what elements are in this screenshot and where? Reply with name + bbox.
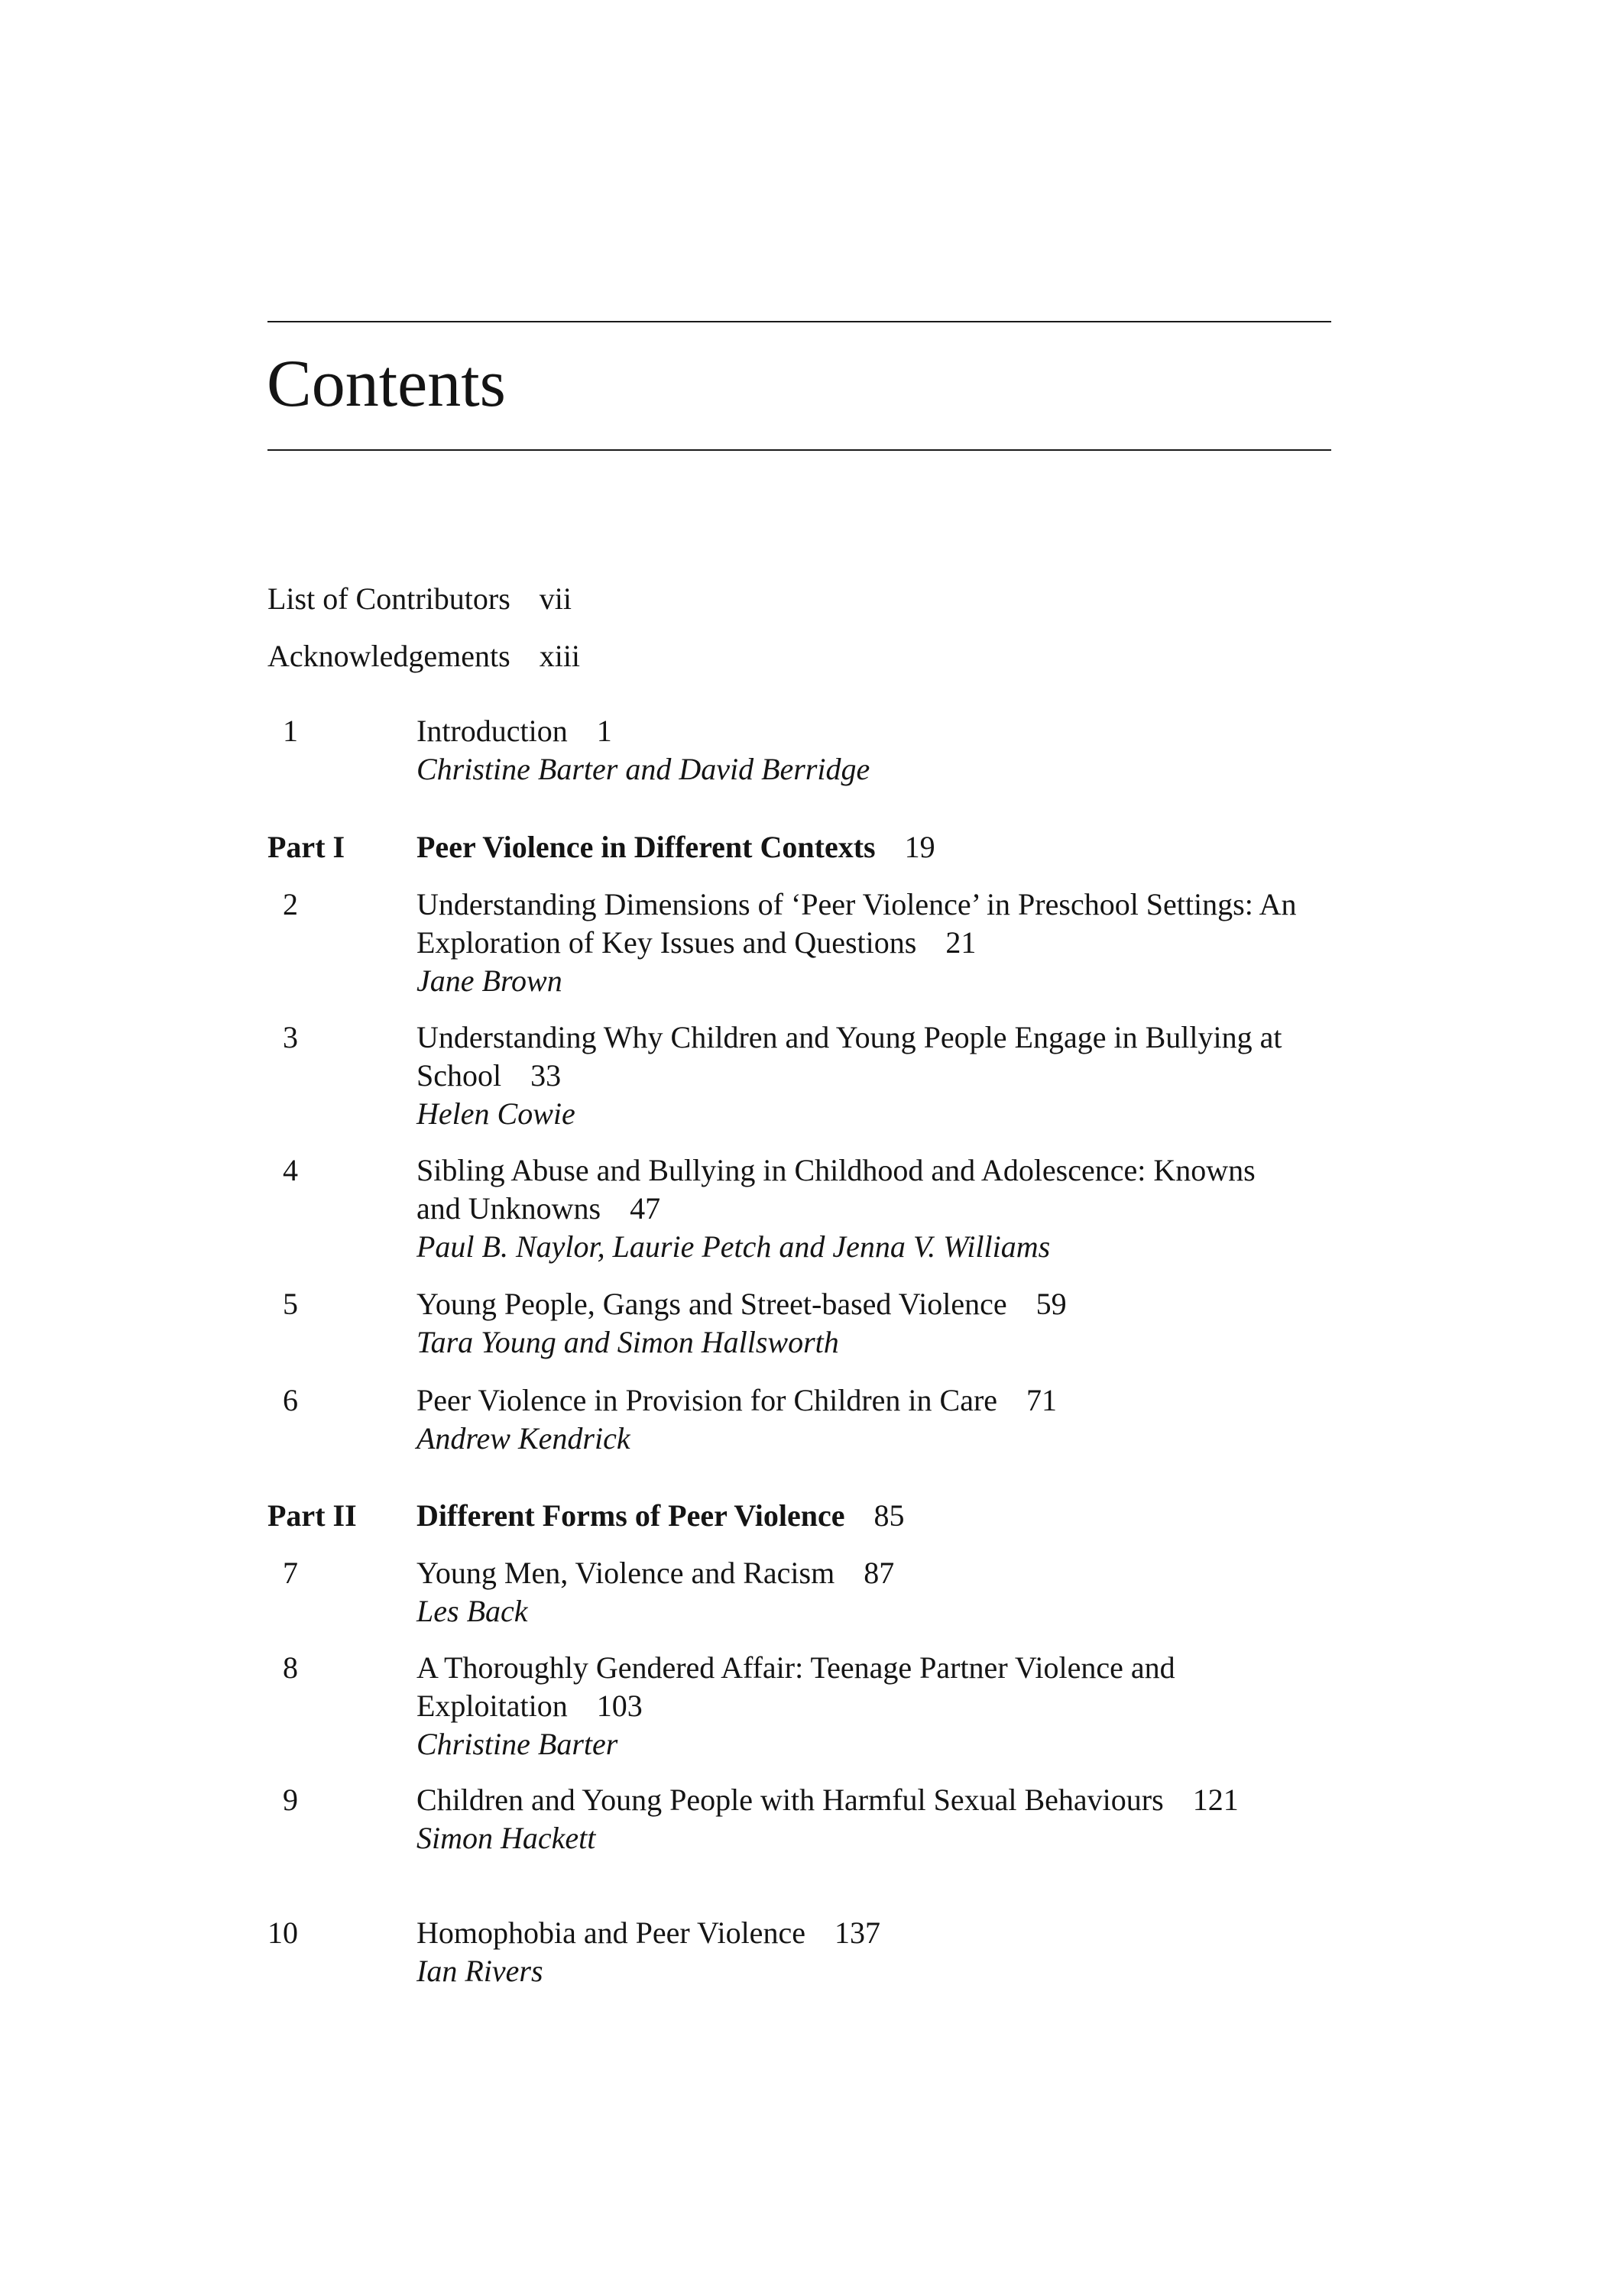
- front-matter-item-acknowledgements[interactable]: [267, 637, 580, 675]
- chapter-author: Andrew Kendrick: [416, 1421, 630, 1456]
- chapter-entry-7[interactable]: [267, 1554, 1331, 1631]
- part-page: 19: [904, 830, 935, 864]
- chapter-number: 1: [283, 714, 298, 748]
- chapter-number: 2: [283, 887, 298, 921]
- chapter-title: Sibling Abuse and Bullying in Childhood and Adolescence: Knowns and Unknowns: [416, 1153, 1256, 1226]
- chapter-author: Christine Barter: [416, 1727, 618, 1761]
- chapter-page: 47: [630, 1191, 661, 1226]
- chapter-page: 1: [596, 714, 612, 748]
- chapter-page: 71: [1026, 1383, 1058, 1417]
- chapter-number: 3: [283, 1020, 298, 1054]
- part-page: 85: [873, 1498, 905, 1533]
- part-label: Part II: [267, 1498, 357, 1533]
- chapter-author: Ian Rivers: [416, 1954, 543, 1988]
- chapter-number: 8: [283, 1650, 298, 1685]
- part-entry-2[interactable]: [267, 1497, 1331, 1535]
- chapter-entry-9[interactable]: [267, 1781, 1331, 1857]
- part-title: Peer Violence in Different Contexts: [416, 830, 876, 864]
- chapter-author: Jane Brown: [416, 963, 562, 998]
- chapter-page: 33: [530, 1058, 562, 1093]
- chapter-entry-5[interactable]: [267, 1285, 1331, 1362]
- front-matter-page: xiii: [539, 639, 581, 673]
- top-rule: [267, 321, 1331, 322]
- chapter-number: 6: [283, 1383, 298, 1417]
- chapter-author: Paul B. Naylor, Laurie Petch and Jenna V. Williams: [416, 1229, 1051, 1264]
- chapter-entry-2[interactable]: [267, 886, 1331, 1000]
- chapter-author: Les Back: [416, 1594, 528, 1628]
- front-matter-title: Acknowledgements: [267, 639, 510, 673]
- chapter-author: Tara Young and Simon Hallsworth: [416, 1325, 839, 1359]
- chapter-title: Introduction: [416, 714, 568, 748]
- chapter-page: 137: [834, 1915, 880, 1950]
- chapter-number: 10: [267, 1915, 298, 1950]
- chapter-entry-3[interactable]: [267, 1018, 1331, 1133]
- chapter-number: 4: [283, 1153, 298, 1187]
- front-matter-title: List of Contributors: [267, 581, 510, 616]
- chapter-entry-4[interactable]: [267, 1151, 1331, 1266]
- chapter-author: Simon Hackett: [416, 1821, 596, 1855]
- front-matter-page: vii: [539, 581, 572, 616]
- chapter-page: 87: [864, 1556, 895, 1590]
- chapter-author: Christine Barter and David Berridge: [416, 752, 870, 786]
- part-title: Different Forms of Peer Violence: [416, 1498, 845, 1533]
- part-label: Part I: [267, 830, 345, 864]
- chapter-title: Young People, Gangs and Street-based Violence: [416, 1287, 1007, 1321]
- chapter-entry-10[interactable]: [267, 1914, 1331, 1990]
- chapter-title: Understanding Why Children and Young People Engage in Bullying at School: [416, 1020, 1282, 1093]
- chapter-entry-1[interactable]: [267, 712, 1331, 789]
- part-entry-1[interactable]: [267, 828, 1331, 866]
- bottom-rule: [267, 449, 1331, 451]
- chapter-title: Children and Young People with Harmful Sexual Behaviours: [416, 1783, 1164, 1817]
- chapter-title: Peer Violence in Provision for Children in Care: [416, 1383, 998, 1417]
- chapter-number: 9: [283, 1783, 298, 1817]
- chapter-page: 121: [1192, 1783, 1239, 1817]
- chapter-title: Understanding Dimensions of ‘Peer Violence’ in Preschool Settings: An Exploration of Key Issues and Questions: [416, 887, 1297, 960]
- chapter-number: 5: [283, 1287, 298, 1321]
- chapter-title: Young Men, Violence and Racism: [416, 1556, 835, 1590]
- chapter-number: 7: [283, 1556, 298, 1590]
- page-title: Contents: [267, 347, 506, 421]
- chapter-entry-8[interactable]: [267, 1649, 1331, 1763]
- chapter-page: 59: [1035, 1287, 1067, 1321]
- chapter-title: Homophobia and Peer Violence: [416, 1915, 805, 1950]
- chapter-page: 103: [596, 1689, 643, 1723]
- chapter-entry-6[interactable]: [267, 1381, 1331, 1458]
- chapter-author: Helen Cowie: [416, 1096, 575, 1131]
- front-matter-item-contributors[interactable]: [267, 580, 572, 618]
- chapter-title: A Thoroughly Gendered Affair: Teenage Partner Violence and Exploitation: [416, 1650, 1175, 1723]
- chapter-page: 21: [945, 925, 977, 960]
